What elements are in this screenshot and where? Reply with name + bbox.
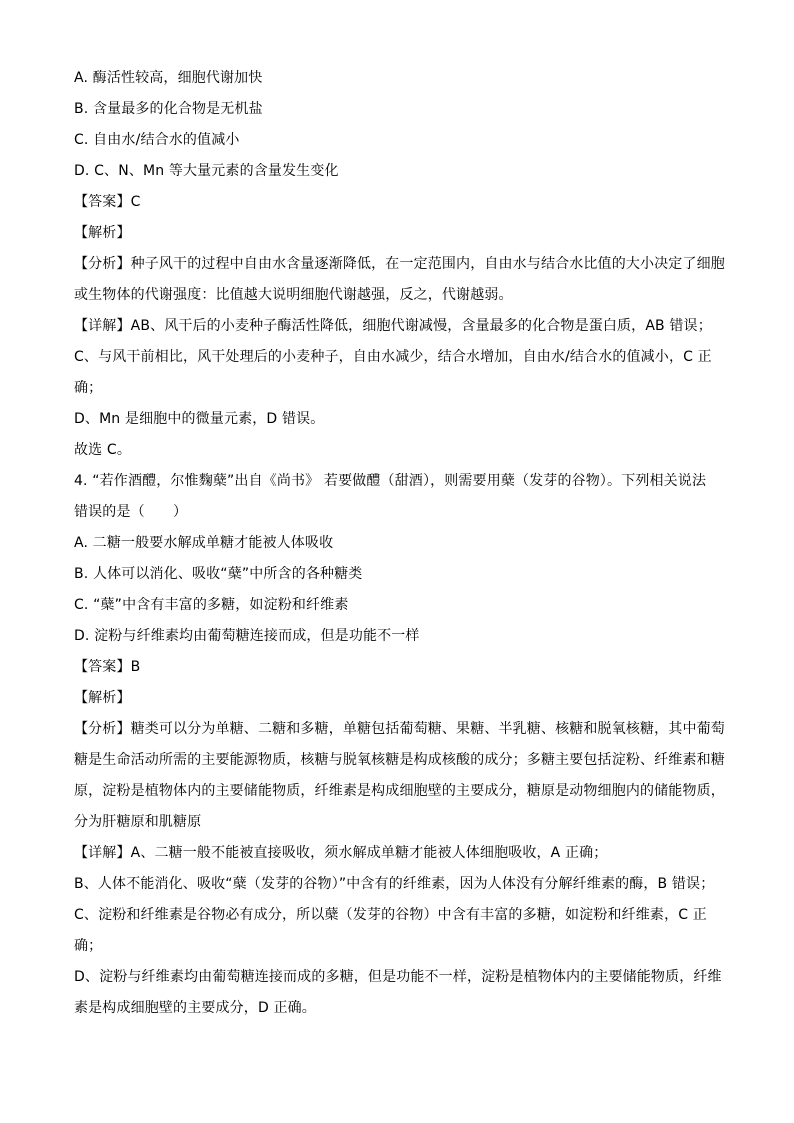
q4-fenxi-line-2: 糖是生命活动所需的主要能源物质，核糖与脱氧核糖是构成核酸的成分；多糖主要包括淀粉、纤维素和糖 — [74, 752, 725, 768]
q3-option-b: B. 含量最多的化合物是无机盐 — [74, 101, 263, 117]
q4-xiangjie-line-2: B、人体不能消化、吸收“蘖（发芽的谷物）”中含有的纤维素，因为人体没有分解纤维素的酶，B 错误； — [74, 876, 715, 892]
q4-fenxi-line-1: 【分析】糖类可以分为单糖、二糖和多糖，单糖包括葡萄糖、果糖、半乳糖、核糖和脱氧核糖，其中葡萄 — [74, 721, 725, 737]
q3-answer: 【答案】C — [74, 194, 141, 210]
q4-stem-line-2: 错误的是（ ） — [74, 504, 188, 520]
q4-option-c: C. “蘖”中含有丰富的多糖，如淀粉和纤维素 — [74, 597, 349, 613]
q3-option-d: D. C、N、Mn 等大量元素的含量发生变化 — [74, 163, 339, 179]
q4-option-d: D. 淀粉与纤维素均由葡萄糖连接而成，但是功能不一样 — [74, 628, 420, 644]
q3-xiangjie-line-2: C、与风干前相比，风干处理后的小麦种子，自由水减少，结合水增加，自由水/结合水的值减小，C 正 — [74, 349, 712, 365]
document-page — [74, 63, 724, 1024]
q3-xiangjie-line-1: 【详解】AB、风干后的小麦种子酶活性降低，细胞代谢减慢，含量最多的化合物是蛋白质，AB 错误； — [74, 318, 712, 334]
q4-xiangjie-line-4: 确； — [74, 938, 103, 954]
q3-analysis-title: 【解析】 — [74, 225, 131, 241]
q4-option-b: B. 人体可以消化、吸收“蘖”中所含的各种糖类 — [74, 566, 363, 582]
q3-xiangjie-line-4: D、Mn 是细胞中的微量元素，D 错误。 — [74, 411, 325, 427]
q4-option-a: A. 二糖一般要水解成单糖才能被人体吸收 — [74, 535, 334, 551]
q3-fenxi-line-2: 或生物体的代谢强度：比值越大说明细胞代谢越强，反之，代谢越弱。 — [74, 287, 513, 303]
q3-fenxi-line-1: 【分析】种子风干的过程中自由水含量逐渐降低，在一定范围内，自由水与结合水比值的大小决定了细胞 — [74, 256, 725, 272]
q4-stem-line-1: 4. “若作酒醴，尔惟麴蘖”出自《尚书》 若要做醴（甜酒），则需要用蘖（发芽的谷物）。下列相关说法 — [74, 473, 707, 489]
q4-fenxi-line-4: 分为肝糖原和肌糖原 — [74, 814, 202, 830]
q4-analysis-title: 【解析】 — [74, 690, 131, 706]
q3-option-c: C. 自由水/结合水的值减小 — [74, 132, 240, 148]
q4-xiangjie-line-6: 素是构成细胞壁的主要成分，D 正确。 — [74, 1000, 316, 1016]
q4-xiangjie-line-3: C、淀粉和纤维素是谷物必有成分，所以蘖（发芽的谷物）中含有丰富的多糖，如淀粉和纤维素，C 正 — [74, 907, 707, 923]
q4-xiangjie-line-5: D、淀粉与纤维素均由葡萄糖连接而成的多糖，但是功能不一样，淀粉是植物体内的主要储能物质，纤维 — [74, 969, 722, 985]
q3-conclusion: 故选 C。 — [74, 442, 131, 458]
q4-xiangjie-line-1: 【详解】A、二糖一般不能被直接吸收，须水解成单糖才能被人体细胞吸收，A 正确； — [74, 845, 608, 861]
q4-fenxi-line-3: 原，淀粉是植物体内的主要储能物质，纤维素是构成细胞壁的主要成分，糖原是动物细胞内的储能物质， — [74, 783, 725, 799]
q4-answer: 【答案】B — [74, 659, 141, 675]
q3-xiangjie-line-3: 确； — [74, 380, 103, 396]
q3-option-a: A. 酶活性较高，细胞代谢加快 — [74, 70, 263, 86]
